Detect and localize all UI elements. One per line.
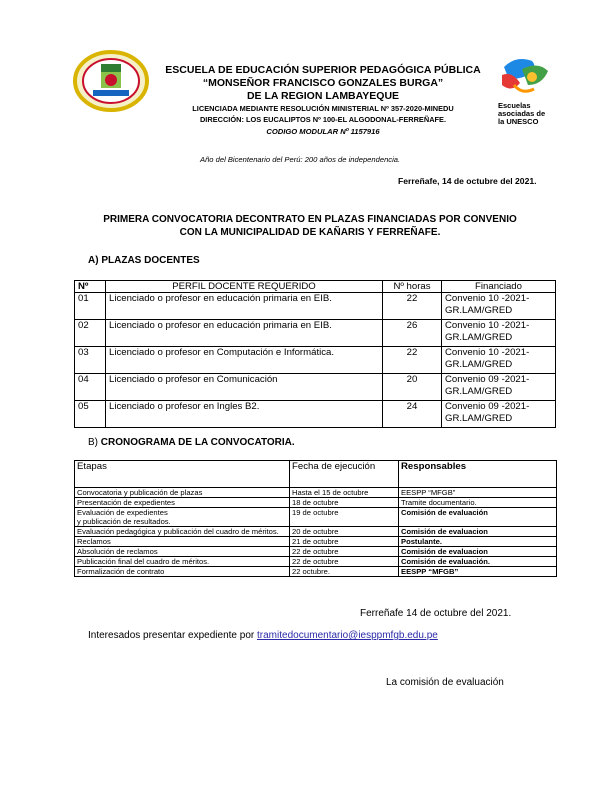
row-profile: Licenciado o profesor en Comunicación	[106, 374, 383, 401]
row-responsible: Comisión de evaluacion	[399, 547, 557, 557]
signature-line: La comisión de evaluación	[386, 677, 504, 688]
row-profile: Licenciado o profesor en Computación e Informática.	[106, 347, 383, 374]
table-row	[75, 537, 557, 547]
modular-code: CODIGO MODULAR Nº 1157916	[266, 127, 380, 136]
column-header-stages: Etapas	[75, 461, 290, 488]
section-b-heading	[88, 437, 295, 448]
unesco-caption-line: asociadas de	[498, 109, 546, 118]
row-date: 22 de octubre	[290, 557, 399, 567]
row-date: 21 de octubre	[290, 537, 399, 547]
row-responsible: EESPP “MFGB”	[399, 567, 557, 577]
row-profile: Licenciado o profesor en educación primaria en EIB.	[106, 293, 383, 320]
table-row	[75, 527, 557, 537]
row-date: Hasta el 15 de octubre	[290, 488, 399, 498]
school-address: DIRECCIÓN: LOS EUCALIPTOS Nº 100-EL ALGODONAL-FERREÑAFE.	[199, 115, 447, 124]
row-stage: Presentación de expedientes	[75, 498, 290, 508]
document-title-line: CON LA MUNICIPALIDAD DE KAÑARIS Y FERREÑAFE.	[179, 227, 441, 238]
row-hours: 26	[383, 320, 442, 347]
row-date: 22 de octubre	[290, 547, 399, 557]
unesco-emblem-icon	[498, 55, 552, 95]
row-stage: Formalización de contrato	[75, 567, 290, 577]
row-profile: Licenciado o profesor en educación primaria en EIB.	[106, 320, 383, 347]
row-responsible: Tramite documentario.	[399, 498, 557, 508]
row-hours: 24	[383, 401, 442, 428]
row-stage: Reclamos	[75, 537, 290, 547]
table-row	[75, 547, 557, 557]
section-b-prefix: B)	[88, 437, 98, 448]
column-header-hours: Nº horas	[383, 281, 442, 293]
school-patron-name: “MONSEÑOR FRANCISCO GONZALES BURGA”	[202, 77, 444, 89]
row-hours: 20	[383, 374, 442, 401]
section-a-heading: A) PLAZAS DOCENTES	[88, 255, 200, 266]
table-row	[75, 498, 557, 508]
email-link[interactable]: tramitedocumentario@iesppmfgb.edu.pe	[257, 630, 438, 641]
column-header-date: Fecha de ejecución	[290, 461, 399, 488]
row-stage: Evaluación pedagógica y publicación del cuadro de méritos.	[75, 527, 290, 537]
row-hours: 22	[383, 347, 442, 374]
row-date: 22 octubre.	[290, 567, 399, 577]
row-number: 02	[75, 320, 106, 347]
institution-seal-logo	[73, 50, 149, 112]
row-financing: Convenio 09 -2021-GR.LAM/GRED	[442, 401, 556, 428]
row-date: 18 de octubre	[290, 498, 399, 508]
unesco-caption-line: la UNESCO	[498, 117, 539, 126]
row-responsible: Postulante.	[399, 537, 557, 547]
row-stage: Convocatoria y publicación de plazas	[75, 488, 290, 498]
section-b-title: CRONOGRAMA DE LA CONVOCATORIA.	[100, 437, 295, 448]
document-date: Ferreñafe, 14 de octubre del 2021.	[398, 176, 537, 186]
row-financing: Convenio 10 -2021-GR.LAM/GRED	[442, 293, 556, 320]
row-responsible: Comisión de evaluacion	[399, 527, 557, 537]
row-number: 04	[75, 374, 106, 401]
column-header-responsible: Responsables	[399, 461, 557, 488]
schedule-table	[74, 460, 557, 577]
row-responsible: EESPP “MFGB”	[399, 488, 557, 498]
row-financing: Convenio 09 -2021-GR.LAM/GRED	[442, 374, 556, 401]
row-number: 01	[75, 293, 106, 320]
column-header-profile: PERFIL DOCENTE REQUERIDO	[106, 281, 383, 293]
table-row	[75, 320, 556, 347]
submission-text: Interesados presentar expediente por	[88, 630, 255, 641]
row-financing: Convenio 10 -2021-GR.LAM/GRED	[442, 347, 556, 374]
table-row	[75, 557, 557, 567]
unesco-schools-logo	[498, 55, 576, 125]
table-row	[75, 347, 556, 374]
row-profile: Licenciado o profesor en Ingles B2.	[106, 401, 383, 428]
submission-instructions	[88, 630, 438, 641]
row-stage: Absolución de reclamos	[75, 547, 290, 557]
row-stage: Evaluación de expedientes y publicación de resultados.	[75, 508, 290, 527]
row-date: 20 de octubre	[290, 527, 399, 537]
table-header-row	[75, 281, 556, 293]
row-hours: 22	[383, 293, 442, 320]
table-row	[75, 374, 556, 401]
table-row	[75, 401, 556, 428]
column-header-financing: Financiado	[442, 281, 556, 293]
row-responsible: Comisión de evaluación.	[399, 557, 557, 567]
document-title-line: PRIMERA CONVOCATORIA DECONTRATO EN PLAZAS FINANCIADAS POR CONVENIO	[103, 214, 517, 225]
unesco-caption	[498, 102, 576, 126]
row-financing: Convenio 10 -2021-GR.LAM/GRED	[442, 320, 556, 347]
row-number: 05	[75, 401, 106, 428]
table-row	[75, 293, 556, 320]
teacher-positions-table	[74, 280, 556, 428]
year-label: Año del Bicentenario del Perú: 200 años de independencia.	[200, 155, 401, 164]
closing-date: Ferreñafe 14 de octubre del 2021.	[360, 608, 512, 619]
table-row	[75, 488, 557, 498]
table-row	[75, 567, 557, 577]
row-number: 03	[75, 347, 106, 374]
unesco-caption-line: Escuelas	[498, 101, 531, 110]
table-row	[75, 508, 557, 527]
school-name: ESCUELA DE EDUCACIÓN SUPERIOR PEDAGÓGICA PÚBLICA	[165, 64, 481, 76]
column-header-number: Nº	[75, 281, 106, 293]
license-resolution: LICENCIADA MEDIANTE RESOLUCIÓN MINISTERIAL Nº 357-2020-MINEDU	[192, 104, 454, 113]
row-responsible: Comisión de evaluación	[399, 508, 557, 527]
row-date: 19 de octubre	[290, 508, 399, 527]
table-header-row	[75, 461, 557, 488]
school-region: DE LA REGION LAMBAYEQUE	[246, 90, 400, 102]
row-stage: Publicación final del cuadro de méritos.	[75, 557, 290, 567]
